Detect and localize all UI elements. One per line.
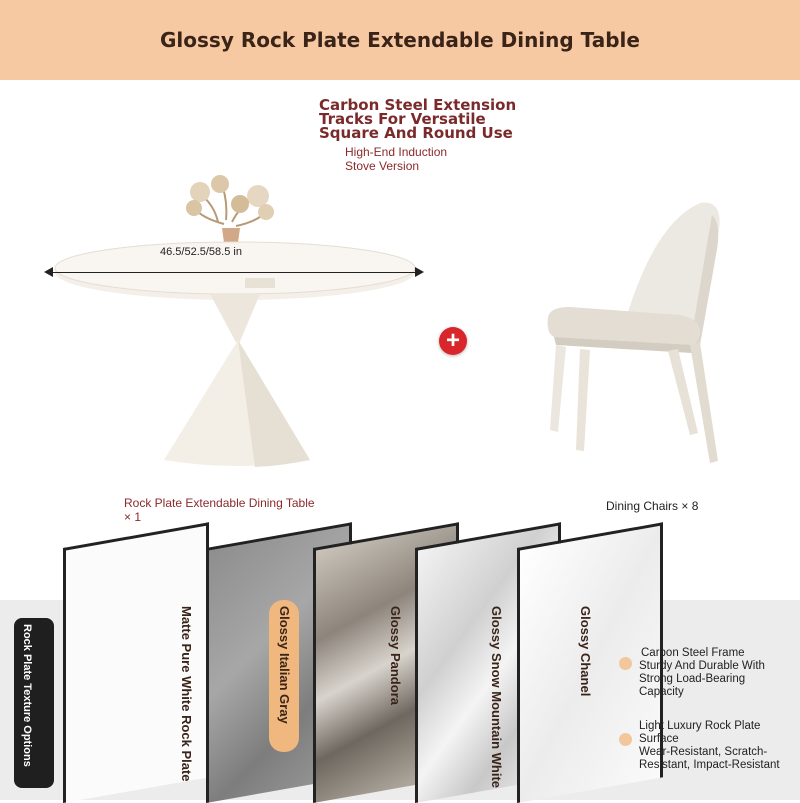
feature-1-body: Sturdy And Durable With Strong Load-Bearing Capacity [639, 660, 765, 698]
dimension-line [48, 272, 420, 273]
plus-icon: + [439, 327, 467, 355]
texture-label-4: Glossy Snow Mountain White [489, 606, 504, 788]
headline-line-3: Square And Round Use [319, 124, 513, 142]
feature-2 [639, 720, 789, 772]
texture-label-2: Glossy Italian Gray [277, 606, 292, 724]
flower-vase-icon [186, 175, 274, 252]
feature-bullet-icon [619, 733, 632, 746]
subline [345, 145, 447, 173]
headline-line-2: Tracks For Versatile [319, 110, 486, 128]
chairs-caption: Dining Chairs × 8 [606, 499, 699, 513]
texture-label-3: Glossy Pandora [388, 606, 403, 705]
headline-line-1: Carbon Steel Extension [319, 96, 517, 114]
dining-chair-image [540, 195, 730, 470]
feature-2-title: Light Luxury Rock Plate Surface [639, 720, 761, 745]
headline [319, 98, 519, 140]
subline-line-1: High-End Induction [345, 145, 448, 159]
feature-bullet-icon [619, 657, 632, 670]
page-title: Glossy Rock Plate Extendable Dining Table [160, 28, 640, 52]
feature-2-body: Wear-Resistant, Scratch-Resistant, Impact-Resistant [639, 746, 780, 771]
table-dimension: 46.5/52.5/58.5 in [160, 246, 242, 258]
dining-table-image [40, 170, 440, 480]
table-caption: Rock Plate Extendable Dining Table × 1 [124, 496, 315, 524]
feature-1 [639, 647, 789, 699]
header-banner [0, 0, 800, 80]
texture-label-pill [14, 618, 54, 788]
arrow-left-icon [44, 267, 53, 277]
texture-label-5: Glossy Chanel [578, 606, 593, 697]
texture-label-1: Matte Pure White Rock Plate [179, 606, 194, 782]
subline-line-2: Stove Version [345, 159, 420, 173]
arrow-right-icon [415, 267, 424, 277]
feature-1-title: Carbon Steel Frame [641, 647, 745, 659]
texture-section-label: Rock Plate Texture Options [21, 624, 33, 767]
